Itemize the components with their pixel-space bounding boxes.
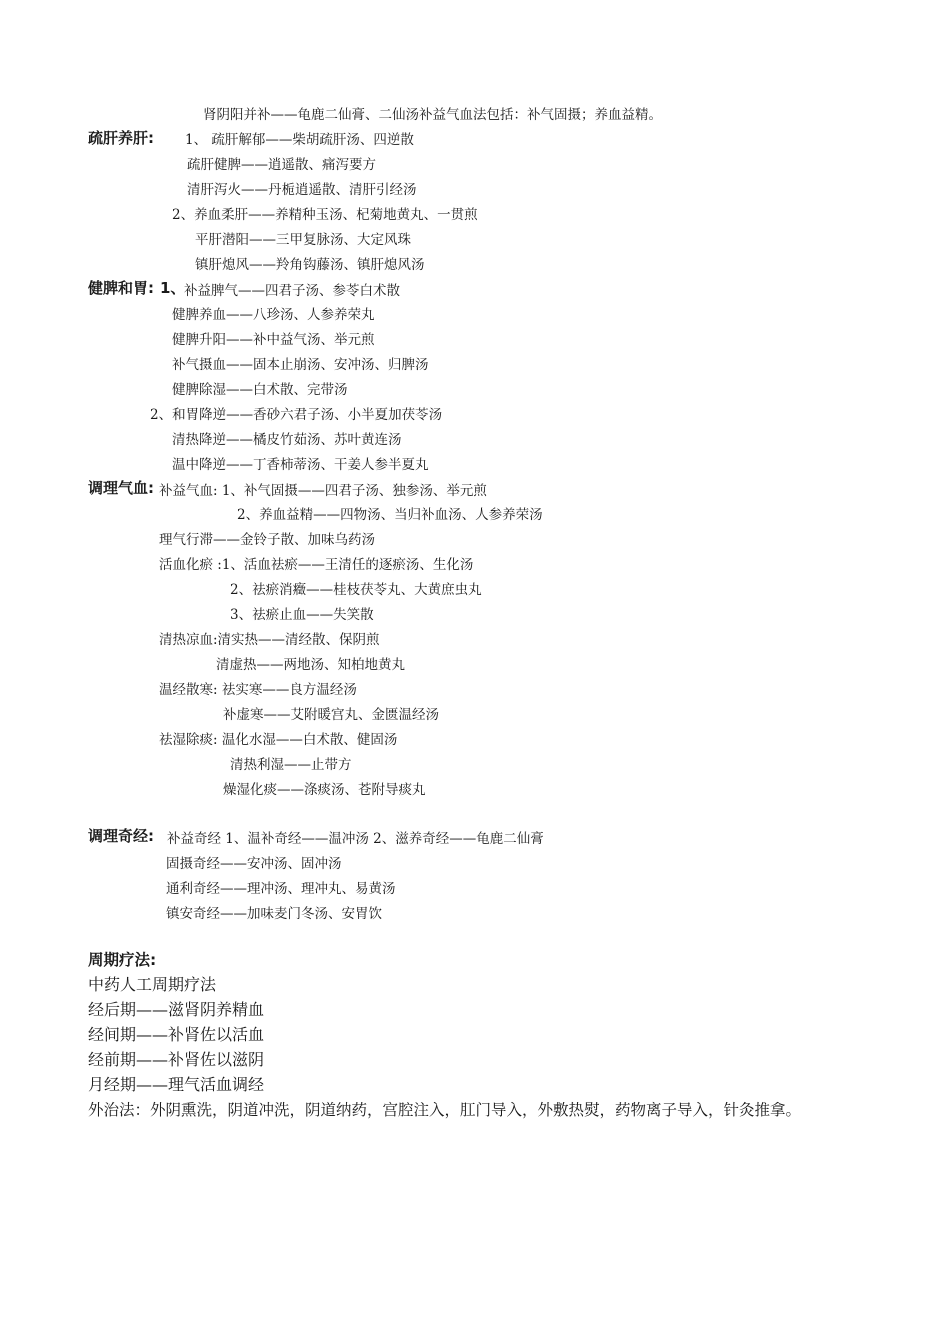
cycle-line: 经前期——补肾佐以滋阴 [88,1050,265,1069]
text-line: 补益奇经 1、温补奇经——温冲汤 2、滋养奇经——龟鹿二仙膏 [167,831,544,847]
external-therapy-line: 外治法：外阴熏洗，阴道冲洗，阴道纳药，宫腔注入，肛门导入，外敷热熨，药物离子导入，针灸推拿。 [88,1101,802,1119]
section-heading-extraordinary: 调理奇经: [88,827,154,845]
text-line: 健脾除湿——白术散、完带汤 [172,382,348,398]
text-line: 清热凉血:清实热——清经散、保阴煎 [159,632,380,648]
text-line: 2、和胃降逆——香砂六君子汤、小半夏加茯苓汤 [150,407,443,423]
section-heading-cycle: 周期疗法: [88,951,157,969]
text-line: 健脾养血——八珍汤、人参养荣丸 [172,307,375,323]
text-line: 平肝潜阳——三甲复脉汤、大定风珠 [195,232,411,248]
text-line: 镇肝熄风——羚角钩藤汤、镇肝熄风汤 [195,257,425,273]
cycle-line: 月经期——理气活血调经 [88,1075,265,1094]
text-line: 补虚寒——艾附暖宫丸、金匮温经汤 [223,707,439,723]
text-line: 2、养血益精——四物汤、当归补血汤、人参养荣汤 [237,507,543,523]
text-line: 疏肝健脾——逍遥散、痛泻要方 [187,157,376,173]
text-line: 清热利湿——止带方 [230,757,352,773]
cycle-line: 经后期——滋肾阴养精血 [88,1000,265,1019]
text-line: 温经散寒: 祛实寒——良方温经汤 [159,682,357,698]
section-heading-number: 1、 [160,279,186,297]
text-line: 2、养血柔肝——养精种玉汤、杞菊地黄丸、一贯煎 [172,207,478,223]
text-line: 2、祛瘀消癥——桂枝茯苓丸、大黄庶虫丸 [230,582,482,598]
section-heading-liver: 疏肝养肝: [88,129,154,147]
section-heading-spleen: 健脾和胃: [88,279,154,297]
text-line: 肾阴阳并补——龟鹿二仙膏、二仙汤补益气血法包括：补气固摄；养血益精。 [203,107,662,123]
text-line: 活血化瘀 :1、活血祛瘀——王清任的逐瘀汤、生化汤 [159,557,474,573]
text-line: 健脾升阳——补中益气汤、举元煎 [172,332,375,348]
text-line: 补益脾气——四君子汤、参苓白术散 [184,283,400,299]
text-line: 镇安奇经——加味麦门冬汤、安胃饮 [166,906,382,922]
cycle-line: 中药人工周期疗法 [88,975,217,994]
text-line: 清虚热——两地汤、知柏地黄丸 [216,657,405,673]
text-line: 清肝泻火——丹栀逍遥散、清肝引经汤 [187,182,417,198]
text-line: 固摄奇经——安冲汤、固冲汤 [166,856,342,872]
text-line: 通利奇经——理冲汤、理冲丸、易黄汤 [166,881,396,897]
text-line: 1、 疏肝解郁——柴胡疏肝汤、四逆散 [185,132,414,148]
text-line: 理气行滞——金铃子散、加味乌药汤 [159,532,375,548]
section-heading-qi-blood: 调理气血: [88,479,154,497]
text-line: 祛湿除痰: 温化水湿——白术散、健固汤 [159,732,398,748]
text-line: 温中降逆——丁香柿蒂汤、干姜人参半夏丸 [172,457,429,473]
text-line: 燥湿化痰——涤痰汤、苍附导痰丸 [223,782,426,798]
text-line: 补益气血: 1、补气固摄——四君子汤、独参汤、举元煎 [159,483,487,499]
text-line: 清热降逆——橘皮竹茹汤、苏叶黄连汤 [172,432,402,448]
text-line: 补气摄血——固本止崩汤、安冲汤、归脾汤 [172,357,429,373]
cycle-line: 经间期——补肾佐以活血 [88,1025,265,1044]
text-line: 3、祛瘀止血——失笑散 [230,607,374,623]
